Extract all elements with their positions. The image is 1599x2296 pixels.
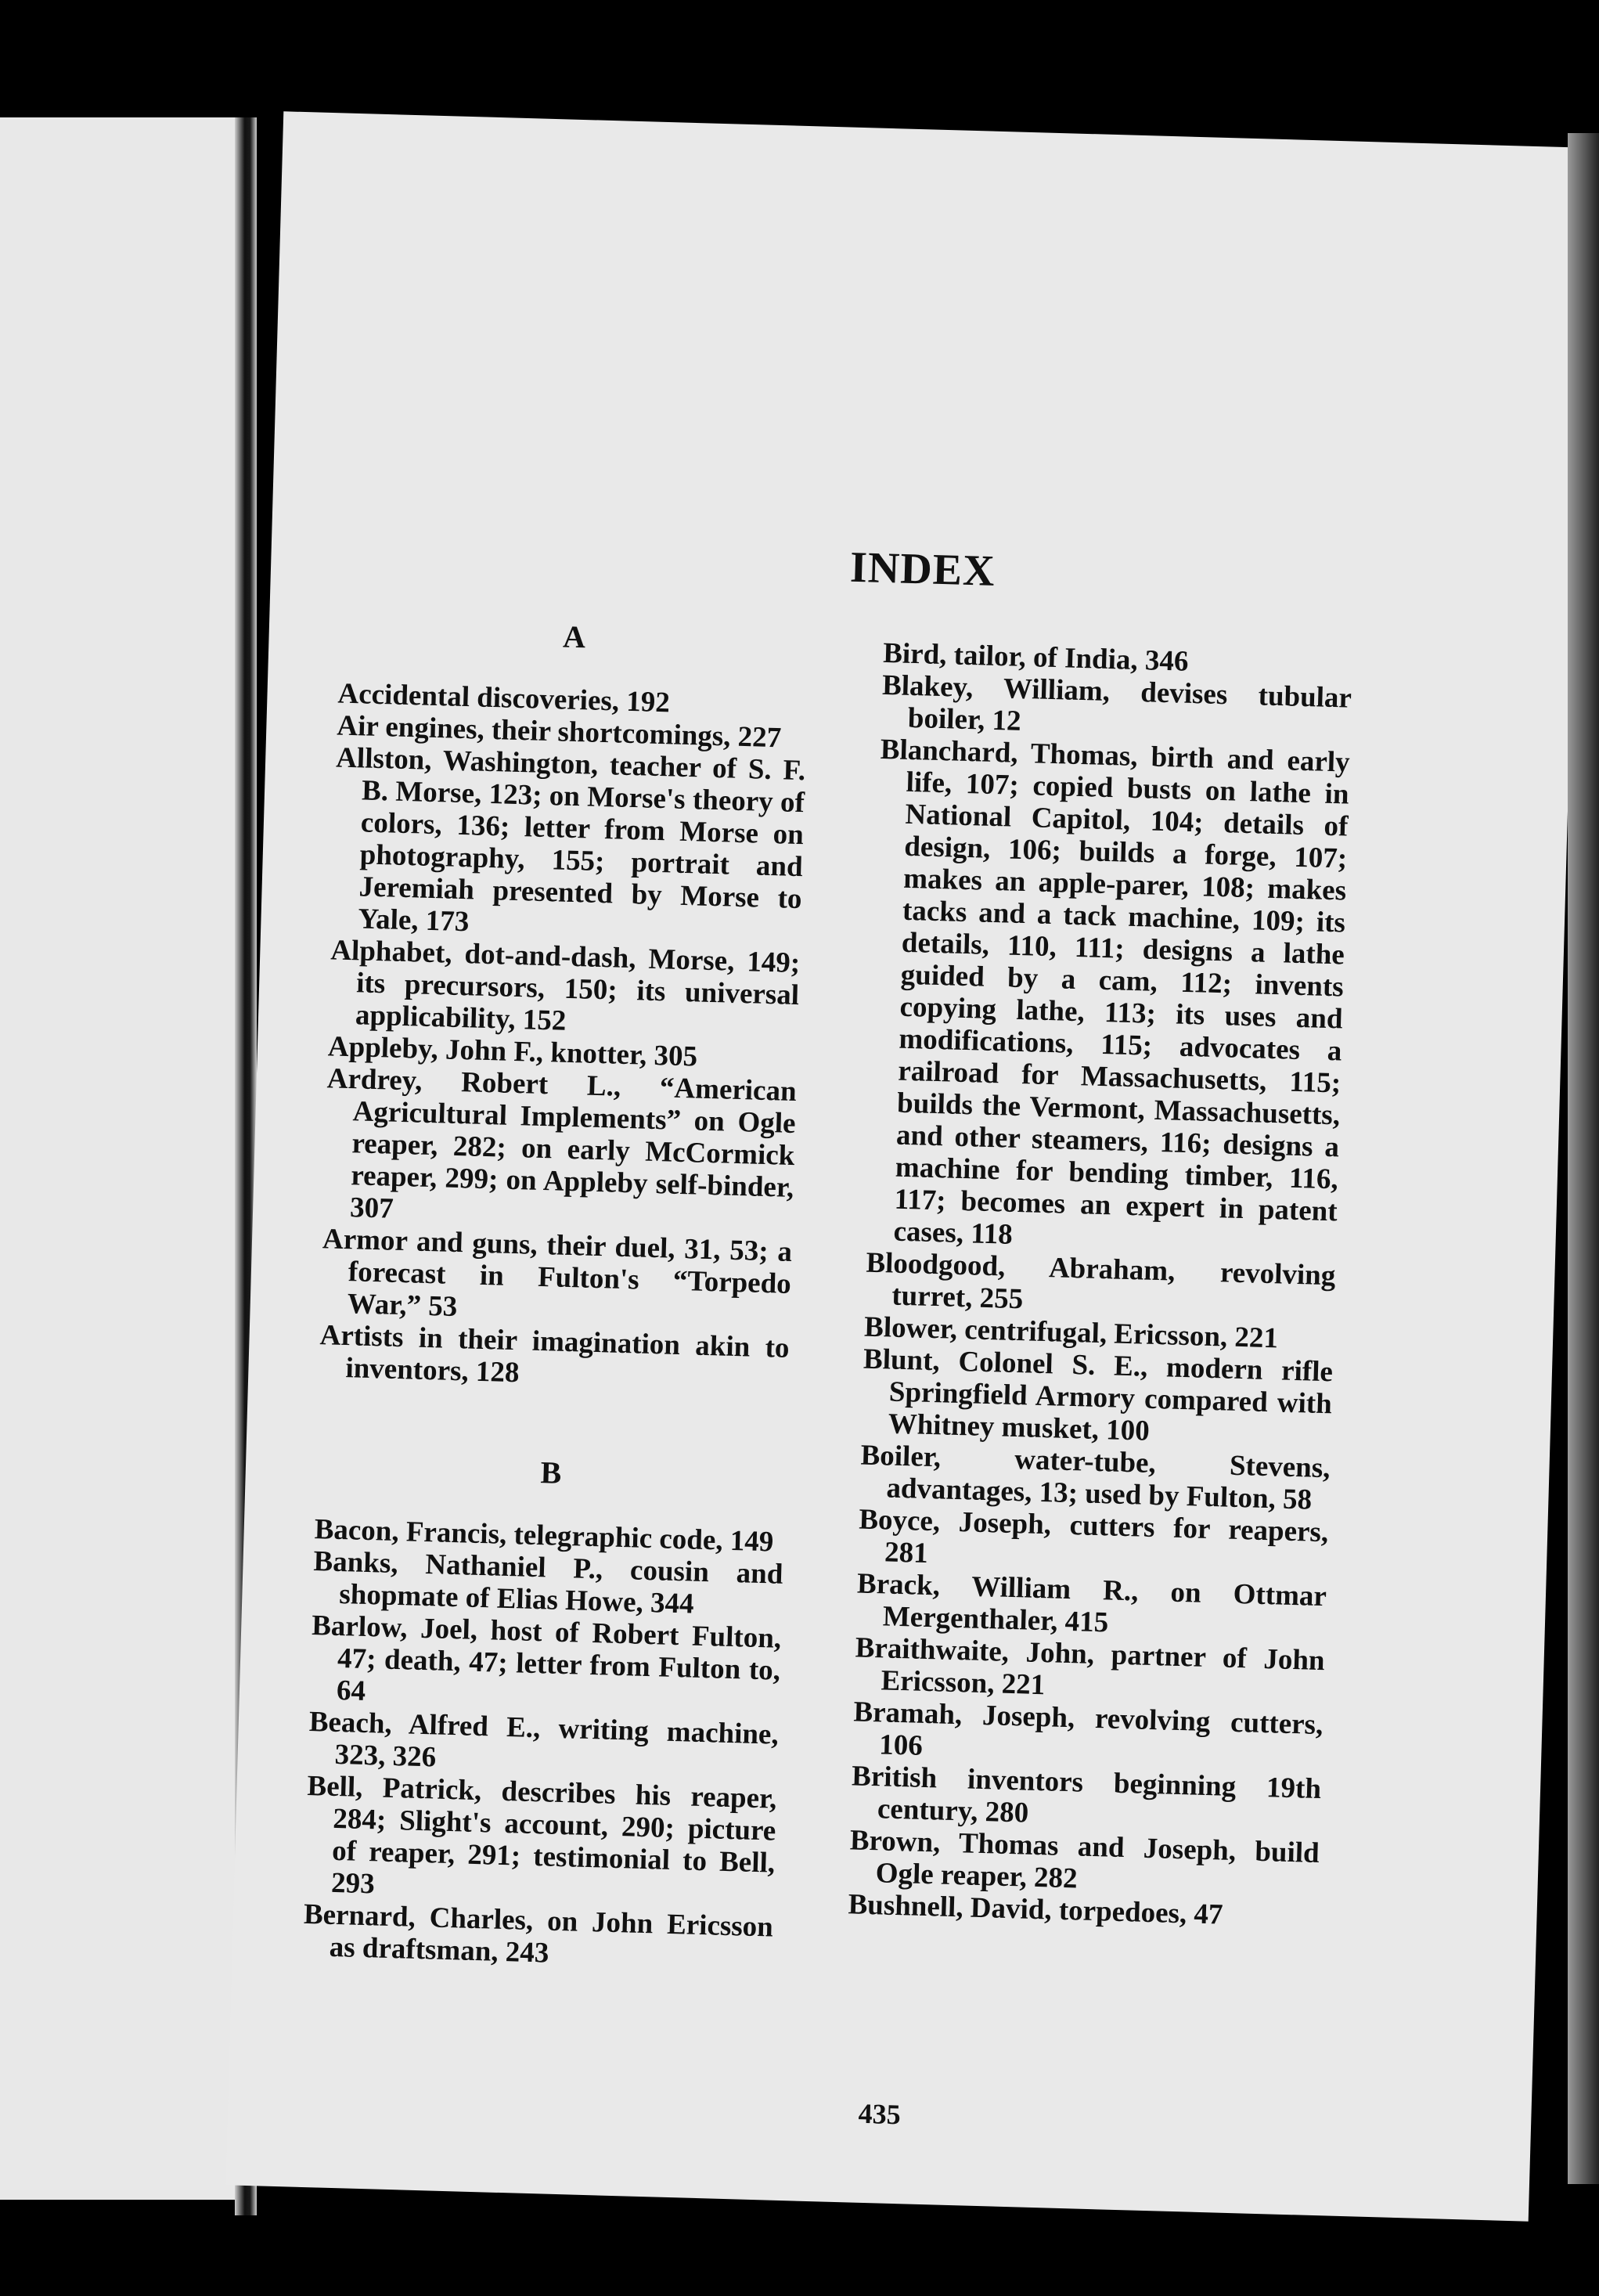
index-entry: Appleby, John F., knotter, 305 — [327, 1030, 698, 1073]
index-entry: Blunt, Colonel S. E., modern rifle Springfield Armory compared with Whitney musket, 100 — [863, 1343, 1334, 1447]
index-entry: Braithwaite, John, partner of John Ericsson, 221 — [855, 1631, 1326, 1702]
index-entry: Air engines, their shortcomings, 227 — [336, 709, 782, 755]
page-title: INDEX — [849, 542, 996, 596]
index-entry: Blanchard, Thomas, birth and early life, 107; copied busts on lathe in National Capitol, 104; details of design, 106; builds a forge, 107; makes an apple-parer, 108; makes tacks and a tack machine, 109; its details, 110, 111; designs a lathe guided by a cam, 112; invents copying lathe, 113; its uses and modifications, 115; advocates a railroad for Massachusetts, 115; builds the Vermont, Massachusetts, and other steamers, 116; designs a machine for bending timber, 116, 117; becomes an expert in patent cases, 118 — [880, 733, 1351, 1251]
index-entry: Artists in their imagination akin to inventors, 128 — [319, 1319, 790, 1389]
left-column — [302, 615, 809, 1976]
index-entry: Alphabet, dot-and-dash, Morse, 149; its precursors, 150; its universal applicability, 152 — [330, 934, 801, 1037]
page-number: 435 — [858, 2097, 902, 2131]
index-entry: Brack, William R., on Ottmar Mergenthaler, 415 — [856, 1567, 1327, 1639]
index-entry: Bloodgood, Abraham, revolving turret, 255 — [865, 1246, 1336, 1316]
index-entry: Boiler, water-tube, Stevens, advantages, 13; used by Fulton, 58 — [860, 1439, 1331, 1516]
index-entry: Brown, Thomas and Joseph, build Ogle reaper, 282 — [849, 1824, 1320, 1895]
index-entry: Armor and guns, their duel, 31, 53; a forecast in Fulton's “Torpedo War,” 53 — [322, 1223, 793, 1324]
section-heading-a: A — [562, 618, 586, 655]
index-entry: Ardrey, Robert L., “American Agricultural Implements” on Ogle reaper, 282; on early McCormick reaper, 299; on Appleby self-binder, 307 — [326, 1062, 798, 1225]
index-entry: Bell, Patrick, describes his reaper, 284; Slight's account, 290; picture of reaper, 291; testimonial to Bell, 293 — [307, 1769, 777, 1901]
index-entry: Beach, Alfred E., writing machine, 323, 326 — [308, 1705, 780, 1774]
page-edge-shadow — [1568, 133, 1599, 2184]
index-entry: Bird, tailor, of India, 346 — [882, 636, 1189, 678]
index-entry: Bernard, Charles, on John Ericsson as draftsman, 243 — [303, 1898, 774, 1970]
index-entry: Bramah, Joseph, revolving cutters, 106 — [852, 1696, 1323, 1762]
index-entry: Bushnell, David, torpedoes, 47 — [848, 1888, 1224, 1931]
left-page — [0, 117, 247, 2200]
index-entry: British inventors beginning 19th century, 280 — [851, 1760, 1322, 1829]
index-entry: Banks, Nathaniel P., cousin and shopmate of Elias Howe, 344 — [313, 1545, 783, 1620]
right-column — [848, 637, 1353, 1934]
index-entry: Blower, centrifugal, Ericsson, 221 — [863, 1310, 1279, 1355]
index-page — [225, 111, 1586, 2221]
index-entry: Bacon, Francis, telegraphic code, 149 — [314, 1513, 774, 1559]
section-heading-b: B — [539, 1454, 562, 1490]
index-entry: Allston, Washington, teacher of S. F. B. Morse, 123; on Morse's theory of colors, 136; letter from Morse on photography, 155; portrait and Jeremiah presented by Morse to Yale, 173 — [335, 741, 806, 939]
index-entry: Barlow, Joel, host of Robert Fulton, 47; death, 47; letter from Fulton to, 64 — [311, 1609, 782, 1707]
index-entry: Accidental discoveries, 192 — [337, 677, 671, 719]
index-entry: Blakey, William, devises tubular boiler, 12 — [881, 669, 1352, 737]
index-entry: Boyce, Joseph, cutters for reapers, 281 — [858, 1503, 1329, 1570]
